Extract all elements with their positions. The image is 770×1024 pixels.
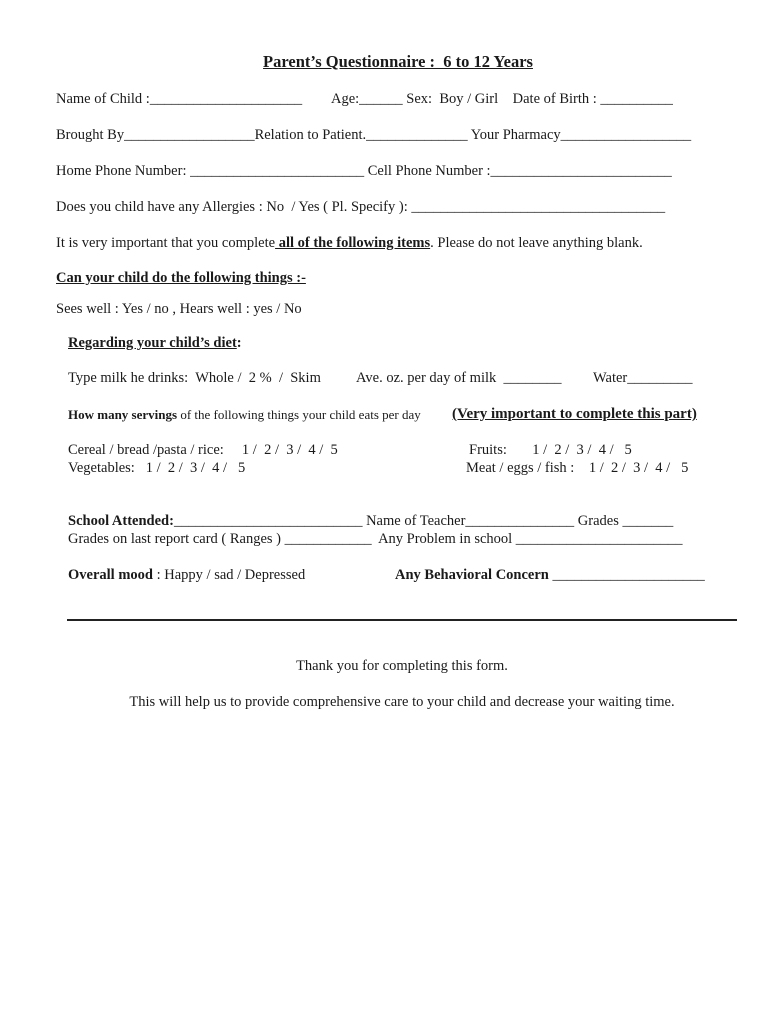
instruction-after: . Please do not leave anything blank.	[430, 235, 643, 251]
diet-heading-text: Regarding your child’s diet	[68, 335, 237, 351]
abilities-heading: Can your child do the following things :-	[56, 270, 306, 286]
grades-field[interactable]: Grades on last report card ( Ranges ) ____________ Any Problem in school _______________________	[68, 531, 683, 547]
behavior-label: Any Behavioral Concern	[395, 567, 549, 583]
diet-heading	[68, 334, 242, 352]
divider-rule	[67, 619, 737, 621]
allergies-field[interactable]: Does you child have any Allergies : No / Yes ( Pl. Specify ): ___________________________________	[56, 199, 666, 215]
meat-servings-field[interactable]: Meat / eggs / fish : 1 / 2 / 3 / 4 / 5	[466, 460, 689, 476]
sees-hears-field[interactable]: Sees well : Yes / no , Hears well : yes / No	[56, 301, 302, 317]
water-field[interactable]: Water_________	[593, 370, 693, 386]
brought-by-field[interactable]: Brought By__________________Relation to Patient.______________ Your Pharmacy__________________	[56, 127, 692, 143]
vegetables-servings-field[interactable]: Vegetables: 1 / 2 / 3 / 4 / 5	[68, 460, 246, 476]
servings-bold: How many servings	[68, 407, 178, 422]
diet-heading-colon: :	[236, 335, 242, 351]
instruction-before: It is very important that you complete	[56, 235, 276, 251]
thank-you-text: Thank you for completing this form.	[296, 658, 508, 674]
servings-important-note: (Very important to complete this part)	[452, 406, 697, 422]
school-field[interactable]	[68, 512, 673, 530]
instruction-text	[56, 234, 643, 252]
behavior-blank: _____________________	[548, 567, 705, 583]
milk-type-field[interactable]: Type milk he drinks: Whole / 2 % / Skim	[68, 370, 321, 386]
cereal-servings-field[interactable]: Cereal / bread /pasta / rice: 1 / 2 / 3 / 4 / 5	[68, 442, 338, 458]
age-sex-dob-field[interactable]: Age:______ Sex: Boy / Girl Date of Birth : __________	[331, 91, 673, 107]
closing-text: This will help us to provide comprehensive care to your child and decrease your waiting time.	[129, 694, 675, 710]
servings-instruction	[68, 406, 421, 424]
servings-rest: of the following things your child eats per day	[177, 407, 421, 422]
child-name-field[interactable]: Name of Child :_____________________	[56, 91, 303, 107]
form-title: Parent’s Questionnaire : 6 to 12 Years	[263, 52, 533, 71]
school-label: School Attended:	[68, 513, 174, 529]
mood-options: : Happy / sad / Depressed	[152, 567, 306, 583]
instruction-emphasis: all of the following items	[275, 235, 431, 251]
school-blanks: __________________________ Name of Teacher_______________ Grades _______	[173, 513, 674, 529]
behavior-field[interactable]	[395, 566, 705, 584]
phone-field[interactable]: Home Phone Number: ________________________ Cell Phone Number :_________________________	[56, 163, 672, 179]
mood-label: Overall mood	[68, 567, 153, 583]
fruits-servings-field[interactable]: Fruits: 1 / 2 / 3 / 4 / 5	[469, 442, 632, 458]
milk-ounces-field[interactable]: Ave. oz. per day of milk ________	[356, 370, 562, 386]
mood-field[interactable]	[68, 566, 305, 584]
